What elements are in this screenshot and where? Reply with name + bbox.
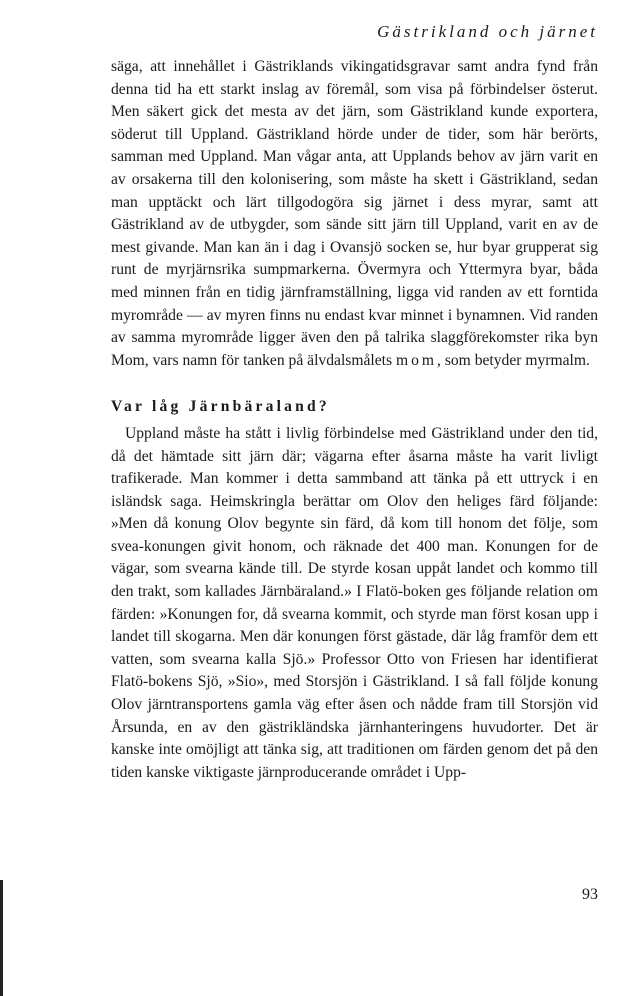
paragraph-2: Uppland måste ha stått i livlig förbindelse med Gästrikland under den tid, då det hämtade sitt järn där; vägarna efter åsarna måste ha varit livligt trafikerade. Man kommer i detta sammband att tänka på ett uttryck i en isländsk saga. Heimskringla berättar om Olov den heliges färd följande: »Men då konung Olov begynte sin färd, då kom till honom det följe, som svea-konungen givit honom, och räknade det 400 man. Konungen for de vägar, som svearna kände till. De styrde kosan uppåt landet och kommo till den trakt, som kallades Järnbäraland.» I Flatö-boken ges följande relation om färden: »Konungen for, då svearna kommit, och styrde man först kosan upp i landet till skogarna. Men där konungen först gästade, där låg framför dem ett vatten, som svearna kalla Sjö.» Professor Otto von Friesen har identifierat Flatö-bokens Sjö, »Sio», med Storsjön i Gästrikland. I så fall följde konung Olov järntransportens gamla väg efter åsen och nådde fram till Storsjön vid Årsunda, en av den gästrikländska järnhanteringens huvudorter. Det är kanske inte omöjligt att tänka sig, att traditionen om färden genom det på den tiden kanske viktigaste järnproducerande området i Upp- bbox=[111, 424, 598, 781]
paragraph-continued bbox=[111, 56, 598, 372]
paragraph-1-text: säga, att innehållet i Gästriklands vikingatidsgravar samt andra fynd från denna tid ha ett starkt inslag av föremål, som visa på förbindelser österut. Men säkert gick det mesta av det järn, som Gästrikland kunde exportera, söderut till Uppland. Gästrikland hörde under de tider, som här berörts, samman med Uppland. Man vågar anta, att Upplands behov av järn varit en av orsakerna till den kolonisering, som måste ha skett i Gästrikland, sedan man upptäckt och lärt tillgodogöra sig järnet i dess myrar, samt att Gästrikland av de utbygder, som sände sitt järn till Uppland, varit en av de mest givande. Man kan än i dag i Ovansjö socken se, hur byar grupperat sig runt de myrjärnsrika sumpmarkerna. Övermyra och Yttermyra byar, båda med minnen från en tidig järnframställning, ligga vid randen av ett forntida myrområde — av myren finns nu endast kvar minnet i bynamnen. Vid randen av samma myrområde ligger även den på talrika slaggförekomster rika byn Mom, vars namn för tanken på älvdalsmålets bbox=[111, 58, 598, 369]
page-number: 93 bbox=[582, 886, 598, 903]
section-heading: Var låg Järnbäraland? bbox=[111, 398, 330, 416]
running-head: Gästrikland och järnet bbox=[377, 22, 598, 41]
paragraph-1-end: , som betyder myrmalm. bbox=[437, 351, 590, 369]
spaced-word-mom: mom bbox=[395, 351, 438, 369]
scan-edge-shadow bbox=[0, 880, 3, 996]
body-text bbox=[111, 56, 598, 784]
